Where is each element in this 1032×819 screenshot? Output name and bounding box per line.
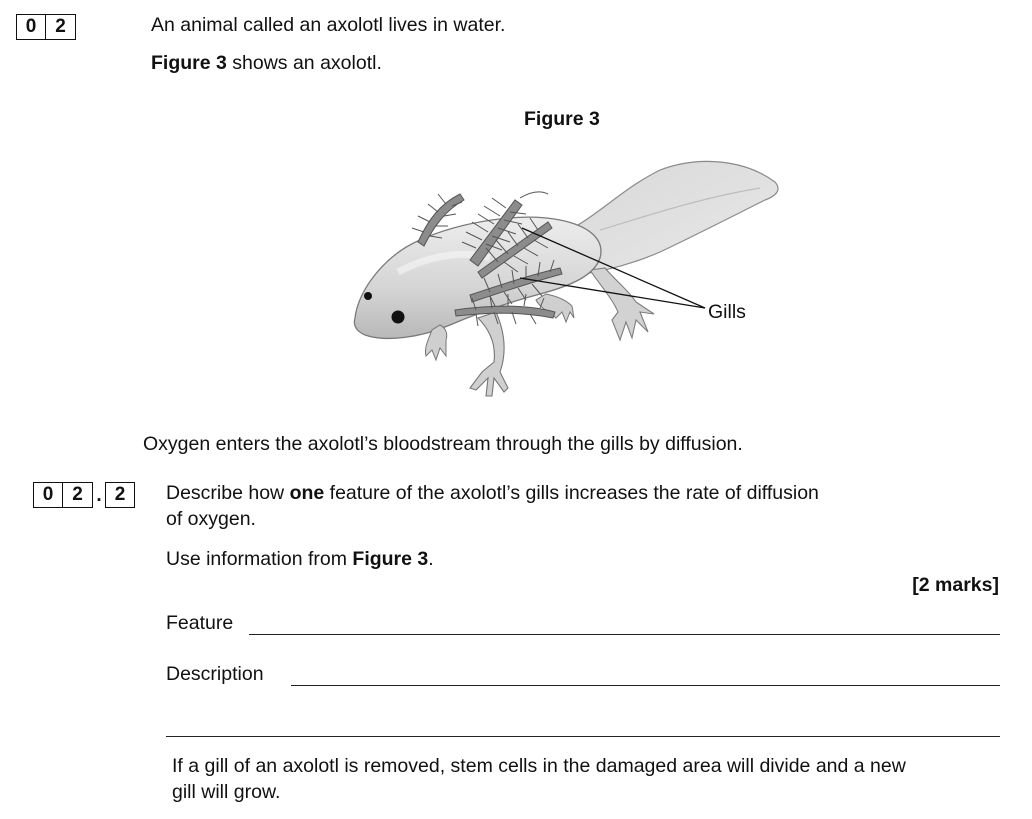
marks-label: [2 marks] [912, 574, 999, 596]
axolotl-front-leg [470, 312, 508, 396]
axolotl-illustration [340, 150, 800, 410]
subquestion-number-digit: 0 [33, 482, 63, 508]
use-information-text: Use information from [166, 548, 353, 570]
question-number-digit: 2 [46, 14, 76, 40]
intro-line-2 [151, 50, 382, 76]
use-information-line [166, 546, 434, 572]
subquestion-line-1 [166, 480, 819, 506]
question-number-box [16, 14, 76, 40]
intro-line-2-text: shows an axolotl. [226, 52, 382, 74]
subquestion-separator: . [96, 485, 102, 506]
followup-line-1: If a gill of an axolotl is removed, stem cells in the damaged area will divide and a new [172, 755, 906, 777]
subquestion-emphasis: one [289, 482, 325, 504]
followup-line-2: gill will grow. [172, 781, 281, 803]
gills-label: Gills [708, 301, 746, 323]
figure-reference: Figure 3 [352, 548, 429, 570]
axolotl-eye [392, 311, 405, 324]
axolotl-body [354, 217, 601, 338]
subquestion-number-digit: 2 [105, 482, 135, 508]
feature-answer-line[interactable] [249, 634, 1000, 635]
subquestion-number-digit: 2 [63, 482, 93, 508]
subquestion-text: Describe how [166, 482, 290, 504]
description-label: Description [166, 663, 264, 685]
subquestion-line-2: of oxygen. [166, 508, 256, 530]
description-answer-line-2[interactable] [166, 736, 1000, 737]
feature-label: Feature [166, 612, 234, 634]
subquestion-number-box [33, 482, 135, 508]
axolotl-nostril [364, 292, 372, 300]
use-information-text: . [428, 548, 434, 570]
figure-reference: Figure 3 [151, 52, 227, 74]
figure-title: Figure 3 [524, 108, 600, 130]
intro-line-1: An animal called an axolotl lives in water. [151, 14, 506, 36]
question-number-digit: 0 [16, 14, 46, 40]
subquestion-text: feature of the axolotl’s gills increases the rate of diffusion [324, 482, 819, 504]
axolotl-back-leg [590, 268, 654, 340]
diffusion-statement: Oxygen enters the axolotl’s bloodstream through the gills by diffusion. [143, 433, 743, 455]
description-answer-line[interactable] [291, 685, 1000, 686]
